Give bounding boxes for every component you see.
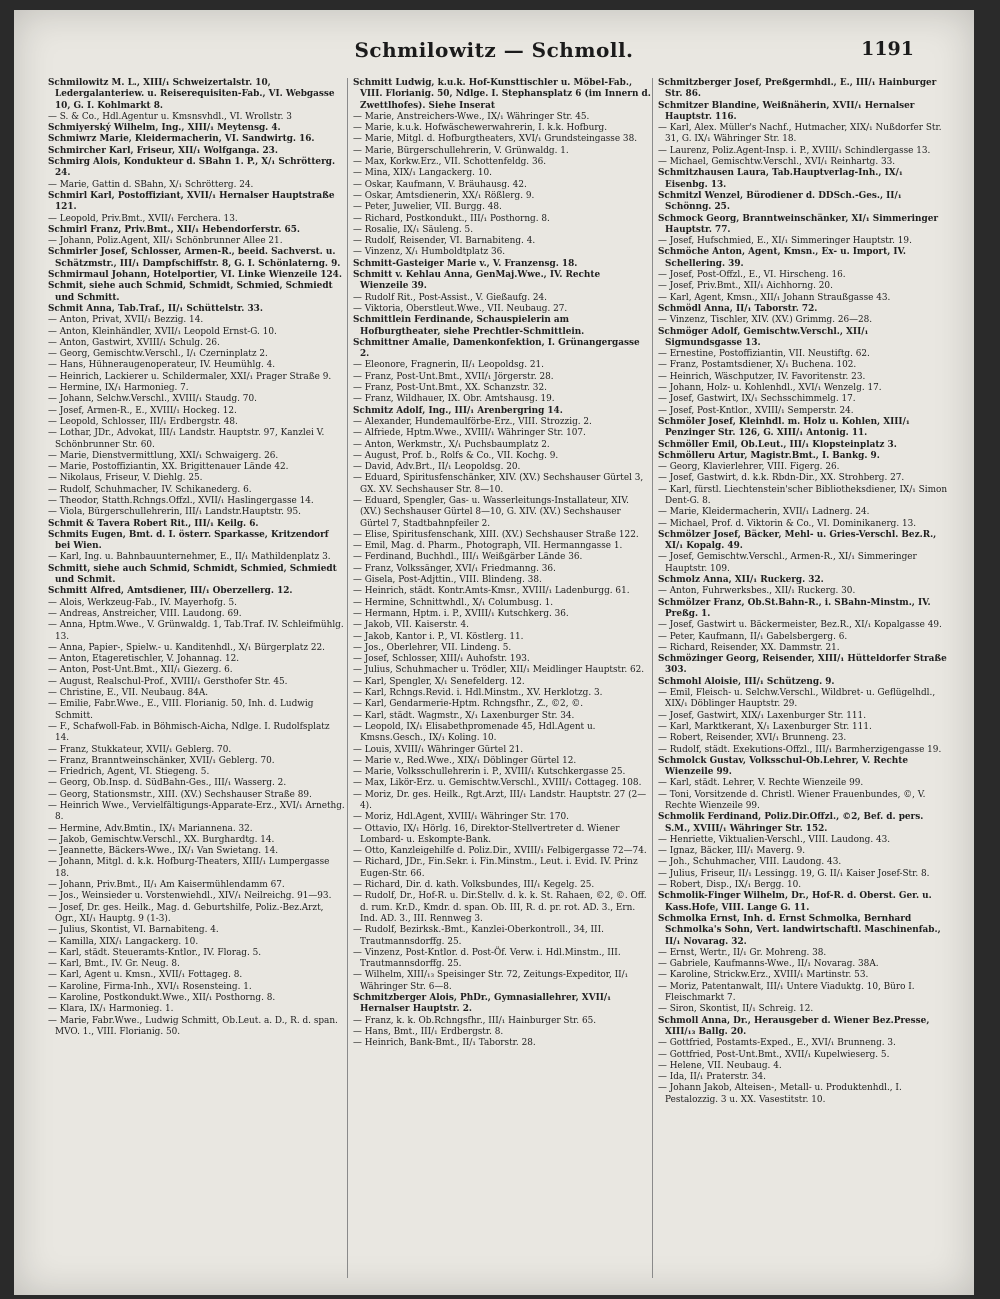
directory-entry: — Max, Likör-Erz. u. Gemischtw.Verschl., XVIII/₁ Cottageg. 108. [353, 778, 642, 789]
page-header [14, 38, 974, 72]
directory-entry: — Jos., Weinsieder u. Vorstenwiehdl., XIV/₁ Neilreichg. 91—93. [48, 891, 332, 902]
directory-entry: — Ernestine, Postoffiziantin, VII. Neustiftg. 62. [658, 349, 870, 360]
directory-entry: — Marie, Fabr.Wwe., Ludwig Schmitt, Ob.Leut. a. D., R. d. span. MVO. 1., VIII. Florianig. 50. [48, 1015, 338, 1037]
directory-entry: — Anna, Papier-, Spielw.- u. Kanditenhdl., X/₁ Bürgerplatz 22. [48, 642, 325, 653]
directory-entry: Schmözinger Georg, Reisender, XIII/₁ Hütteldorfer Straße 303. [658, 654, 947, 676]
directory-entry: — Karl, städt. Steueramts-Kntlor., IV. Florag. 5. [48, 947, 262, 958]
directory-entry: — Moriz, Patentanwalt, III/₁ Untere Viaduktg. 10, Büro I. Fleischmarkt 7. [658, 981, 915, 1004]
directory-entry: — Andreas, Anstreicher, VIII. Laudong. 69. [48, 608, 242, 619]
directory-entry: — Karl, Gendarmerie-Hptm. Rchngsfhr., Z., ©2, ©. [353, 699, 584, 710]
directory-entry: — Vinzenz, Post-Kntlor. d. Post-Öf. Verw. i. Hdl.Minstm., III. Trautmannsdorffg. 25. [353, 947, 621, 970]
directory-entry: — Franz, Branntweinschänker, XVII/₁ Geblerg. 70. [48, 755, 275, 766]
column-divider [652, 78, 653, 1278]
directory-entry: — Leopold, Schlosser, III/₁ Erdbergstr. 48. [48, 416, 238, 427]
directory-entry: Schmolz Anna, XII/₁ Ruckerg. 32. [658, 575, 824, 586]
directory-entry: — Anton, Post-Unt.Bmt., XII/₁ Giezerg. 6. [48, 665, 233, 676]
directory-entry: — Ernst, Wertr., II/₁ Gr. Mohreng. 38. [658, 947, 827, 958]
directory-entry: Schmohl Aloisie, III/₁ Schützeng. 9. [658, 676, 835, 687]
directory-entry: — Ferdinand, Buchhdl., III/₁ Weißgärber Lände 36. [353, 552, 583, 563]
directory-entry: Schmit & Tavera Robert Rit., III/₁ Keilg. 6. [48, 518, 259, 529]
directory-entry: — Gabriele, Kaufmanns-Wwe., II/₁ Novarag. 38A. [658, 959, 879, 970]
directory-entry: — Franz, Postamtsdiener, X/₁ Buchena. 102. [658, 360, 857, 371]
directory-entry: — Peter, Kaufmann, II/₁ Gabelsbergerg. 6. [658, 631, 848, 642]
directory-entry: Schmircher Karl, Friseur, XII/₁ Wolfganga. 23. [48, 145, 278, 156]
directory-entry: — Hermine, Schnittwhdl., X/₁ Columbusg. 1. [353, 597, 554, 608]
directory-entry: Schmitt Alfred, Amtsdiener, III/₁ Oberzellerg. 12. [48, 586, 293, 597]
directory-entry: Schmöger Adolf, Gemischtw.Verschl., XII/₁ Sigmundsgasse 13. [658, 326, 869, 348]
directory-entry: Schmirl Karl, Postoffiziant, XVII/₁ Hernalser Hauptstraße 121. [48, 190, 335, 213]
directory-entry: — Moriz, Hdl.Agent, XVIII/₁ Währinger Str. 170. [353, 812, 569, 823]
directory-entry: — Laurenz, Poliz.Agent-Insp. i. P., XVIII/₁ Schindlergasse 13. [658, 145, 931, 156]
directory-entry: Schmirmaul Johann, Hotelportier, VI. Linke Wienzeile 124. [48, 270, 342, 281]
page-title: Schmilowitz — Schmoll. [354, 38, 634, 62]
directory-entry: — Lothar, JDr., Advokat, III/₁ Landstr. Hauptstr. 97, Kanzlei V. Schönbrunner Str. 60. [48, 428, 325, 450]
directory-entry: — Georg, Stationsmstr., XIII. (XV.) Sechshauser Straße 89. [48, 789, 312, 800]
directory-entry: — Marie, Kleidermacherin, XVII/₁ Ladnerg. 24. [658, 507, 870, 518]
column-1 [48, 78, 346, 1038]
directory-entry: — Oskar, Amtsdienerin, XX/₁ Rößlerg. 9. [353, 190, 535, 201]
column-2 [353, 78, 651, 1050]
directory-entry: — Rudolf, Bezirksk.-Bmt., Kanzlei-Oberkontroll., 34, III. Trautmannsdorffg. 25. [353, 925, 604, 947]
directory-entry: Schmitzer Blandine, Weißnäherin, XVII/₁ Hernalser Hauptstr. 116. [658, 100, 915, 122]
directory-entry: — Mina, XIX/₁ Langackerg. 10. [353, 168, 492, 179]
directory-entry: — Georg, Klavierlehrer, VIII. Figerg. 26. [658, 462, 840, 473]
page-number: 1191 [861, 38, 914, 60]
directory-entry: — Joh., Schuhmacher, VIII. Laudong. 43. [658, 857, 842, 868]
directory-entry: Schmilowitz M. L., XIII/₁ Schweizertalstr. 10, Ledergalanteriew. u. Reiserequisiten-Fab., VI. Webgasse 10, G. I. Kohlmarkt 8. [48, 78, 335, 111]
directory-entry: — Peter, Juwelier, VII. Burgg. 48. [353, 202, 502, 213]
directory-entry: — Karl, Alex. Müller's Nachf., Hutmacher, XIX/₁ Nußdorfer Str. 31, G. IX/₁ Währinger Str. 18. [658, 123, 942, 145]
directory-entry: — Karl, Spengler, X/₁ Senefelderg. 12. [353, 676, 525, 687]
directory-entry: Schmitz Adolf, Ing., III/₁ Arenbergring 14. [353, 405, 563, 416]
directory-entry: — Vinzenz, X/₁ Humboldtplatz 36. [353, 247, 506, 258]
directory-entry: — Wilhelm, XIII/₁₃ Speisinger Str. 72, Zeitungs-Expeditor, II/₁ Währinger Str. 6—8. [353, 970, 629, 992]
directory-entry: Schmölzer Franz, Ob.St.Bahn-R., i. SBahn-Minstm., IV. Preßg. 1. [658, 597, 931, 619]
directory-entry: — Toni, Vorsitzende d. Christl. Wiener Frauenbundes, ©, V. Rechte Wienzeile 99. [658, 789, 926, 811]
directory-entry: — Karl, Ing. u. Bahnbauunternehmer, E., II/₁ Mathildenplatz 3. [48, 552, 331, 563]
directory-entry: — Ignaz, Bäcker, III/₁ Maverg. 9. [658, 846, 806, 857]
directory-entry: — Julius, Friseur, II/₁ Lessingg. 19, G. II/₁ Kaiser Josef-Str. 8. [658, 868, 930, 879]
directory-entry: — Friedrich, Agent, VI. Stiegeng. 5. [48, 767, 210, 778]
directory-entry: Schmitzberger Josef, Preßgermhdl., E., III/₁ Hainburger Str. 86. [658, 78, 937, 100]
directory-entry: — Ottavio, IX/₁ Hörlg. 16, Direktor-Stellvertreter d. Wiener Lombard- u. Eskompte-Bank. [353, 823, 620, 845]
directory-entry: — Vinzenz, Tischler, XIV. (XV.) Grimmg. 26—28. [658, 315, 873, 326]
directory-entry: — Franz, Wildhauer, IX. Obr. Amtshausg. 19. [353, 394, 555, 405]
directory-entry: — Richard, Reisender, XX. Dammstr. 21. [658, 642, 840, 653]
directory-entry: — Marie, Anstreichers-Wwe., IX/₁ Währinger Str. 45. [353, 111, 590, 122]
directory-entry: — Heinrich, Wäschputzer, IV. Favoritenstr. 23. [658, 371, 866, 382]
directory-entry: — Eduard, Spengler, Gas- u. Wasserleitungs-Installateur, XIV. (XV.) Sechshauser Gürtel 8—10, G. XIV. (XV.) Sechshauser Gürtel 7, Stadtbahnpfeiler 2. [353, 495, 629, 529]
directory-entry: Schmirler Josef, Schlosser, Armen-R., beeid. Sachverst. u. Schätzmstr., III/₁ Dampfschiffstr. 8, G. I. Schönlaterng. 9. [48, 247, 341, 269]
directory-entry: Schmoll Anna, Dr., Herausgeber d. Wiener Bez.Presse, XIII/₁₃ Ballg. 20. [658, 1015, 930, 1037]
directory-entry: — Richard, JDr., Fin.Sekr. i. Fin.Minstm., Leut. i. Evid. IV. Prinz Eugen-Str. 66. [353, 857, 638, 879]
directory-entry: — Anton, Privat, XVII/₁ Bezzig. 14. [48, 315, 204, 326]
directory-entry: — Louis, XVIII/₁ Währinger Gürtel 21. [353, 744, 524, 755]
directory-entry: — Heinrich, Bank-Bmt., II/₁ Taborstr. 28. [353, 1038, 536, 1049]
directory-entry: — Karl, städt. Lehrer, V. Rechte Wienzeile 99. [658, 778, 864, 789]
directory-entry: — Robert, Reisender, XVI/₁ Brunneng. 23. [658, 733, 847, 744]
directory-entry: — S. & Co., Hdl.Agentur u. Kmsnsvhdl., VI. Wrollstr. 3 [48, 111, 292, 122]
directory-entry: — Hermann, Hptm. i. P., XVIII/₁ Kutschkerg. 36. [353, 608, 569, 619]
directory-entry: Schmits Eugen, Bmt. d. I. österr. Sparkasse, Kritzendorf bei Wien. [48, 529, 329, 552]
directory-entry: — Karl, Rchngs.Revid. i. Hdl.Minstm., XV. Herklotzg. 3. [353, 688, 603, 699]
directory-entry: — Rudolf, städt. Exekutions-Offzl., III/₁ Barmherzigengasse 19. [658, 744, 942, 755]
directory-entry: — Marie v., Red.Wwe., XIX/₁ Döblinger Gürtel 12. [353, 755, 577, 766]
directory-entry: — Eleonore, Fragnerin, II/₁ Leopoldsg. 21. [353, 360, 544, 371]
directory-entry: — Karl, Agent, Kmsn., XII/₁ Johann Straußgasse 43. [658, 292, 891, 303]
directory-entry: — Johann, Poliz.Agent, XII/₁ Schönbrunner Allee 21. [48, 236, 283, 247]
directory-entry: Schmirl Franz, Priv.Bmt., XII/₁ Hebendorferstr. 65. [48, 224, 301, 235]
directory-entry: — Henriette, Viktualien-Verschl., VIII. Laudong. 43. [658, 834, 891, 845]
directory-entry: — Josef, Gastwirt, IX/₁ Sechsschimmelg. 17. [658, 394, 856, 405]
directory-entry: — Karoline, Strickw.Erz., XVIII/₁ Martinstr. 53. [658, 970, 869, 981]
directory-entry: — Robert, Disp., IX/₁ Bergg. 10. [658, 880, 802, 891]
directory-entry: Schmit, siehe auch Schmid, Schmidt, Schmied, Schmiedt und Schmitt. [48, 281, 333, 303]
directory-entry: — Johann Jakob, Alteisen-, Metall- u. Produktenhdl., I. Pestalozzig. 3 u. XX. Vasestitstr. 10. [658, 1083, 902, 1105]
directory-entry: — Hermine, IX/₁ Harmonieg. 7. [48, 383, 189, 394]
directory-entry: — Johann, Selchw.Verschl., XVIII/₁ Staudg. 70. [48, 394, 257, 405]
directory-entry: — Nikolaus, Friseur, V. Diehlg. 25. [48, 473, 203, 484]
directory-entry: — Viktoria, Oberstleut.Wwe., VII. Neubaug. 27. [353, 303, 568, 314]
directory-entry: — Emil, Mag. d. Pharm., Photograph, VII. Hermanngasse 1. [353, 541, 623, 552]
directory-entry: — Eduard, Spiritusfenschänker, XIV. (XV.) Sechshauser Gürtel 3, GX. XV. Sechshauser Str. 8—10. [353, 473, 644, 495]
directory-entry: — Siron, Skontist, II/₁ Schreig. 12. [658, 1004, 814, 1015]
directory-entry: — Franz, k. k. Ob.Rchngsfhr., III/₁ Hainburger Str. 65. [353, 1015, 597, 1026]
directory-entry: — Marie, Postoffiziantin, XX. Brigittenauer Lände 42. [48, 462, 289, 473]
directory-entry: — Leopold, IX/₁ Elisabethpromenade 45, Hdl.Agent u. Kmsns.Gesch., IX/₁ Koling. 10. [353, 721, 596, 744]
directory-entry: — Max, Korkw.Erz., VII. Schottenfeldg. 36. [353, 157, 547, 168]
directory-entry: — Josef, Hufschmied, E., XI/₁ Simmeringer Hauptstr. 19. [658, 236, 912, 247]
directory-entry: Schmolck Gustav, Volksschul-Ob.Lehrer, V. Rechte Wienzeile 99. [658, 755, 908, 778]
directory-entry: Schmolka Ernst, Inh. d. Ernst Schmolka, Bernhard Schmolka's Sohn, Vert. landwirtschaftl. Maschinenfab., II/₁ Novarag. 32. [658, 913, 941, 947]
directory-entry: — Jos., Oberlehrer, VII. Lindeng. 5. [353, 642, 512, 653]
directory-entry: — Karoline, Firma-Inh., XVI/₁ Rosensteing. 1. [48, 981, 252, 992]
directory-entry: — F., Schafwoll-Fab. in Böhmisch-Aicha, Ndlge. I. Rudolfsplatz 14. [48, 721, 330, 744]
directory-entry: — Viola, Bürgerschullehrerin, III/₁ Landstr.Hauptstr. 95. [48, 507, 301, 518]
directory-entry: — Ida, II/₁ Praterstr. 34. [658, 1072, 766, 1083]
directory-entry: — Jeannette, Bäckers-Wwe., IX/₁ Van Swietang. 14. [48, 846, 279, 857]
directory-entry: — Jakob, Kantor i. P., VI. Köstlerg. 11. [353, 631, 524, 642]
directory-entry: — Johann, Holz- u. Kohlenhdl., XVI/₁ Wenzelg. 17. [658, 383, 882, 394]
directory-entry: Schmitt-Gasteiger Marie v., V. Franzensg. 18. [353, 258, 578, 269]
directory-entry: — Klara, IX/₁ Harmonieg. 1. [48, 1004, 174, 1015]
directory-entry: — Alfriede, Hptm.Wwe., XVIII/₁ Währinger Str. 107. [353, 428, 586, 439]
directory-entry: — Gisela, Post-Adjttin., VIII. Blindeng. 38. [353, 575, 542, 586]
directory-entry: — Julius, Schuhmacher u. Trödler, XII/₁ Meidlinger Hauptstr. 62. [353, 665, 645, 676]
directory-entry: — Marie, Dienstvermittlung, XXI/₁ Schwaigerg. 26. [48, 450, 279, 461]
directory-entry: — Anton, Kleinhändler, XVII/₁ Leopold Ernst-G. 10. [48, 326, 277, 337]
directory-entry: — Marie, Volksschullehrerin i. P., XVIII/₁ Kutschkergasse 25. [353, 767, 626, 778]
directory-entry: — Christine, E., VII. Neubaug. 84A. [48, 688, 209, 699]
directory-entry: — Anton, Fuhrwerksbes., XII/₁ Ruckerg. 30. [658, 586, 856, 597]
directory-entry: — Alexander, Hundemaulförbe-Erz., VIII. Strozzig. 2. [353, 416, 592, 427]
directory-entry: Schmöche Anton, Agent, Kmsn., Ex- u. Import, IV. Schellering. 39. [658, 247, 906, 269]
directory-entry: Schmirg Alois, Kondukteur d. SBahn 1. P., X/₁ Schrötterg. 24. [48, 157, 336, 179]
directory-entry: Schmolik-Finger Wilhelm, Dr., Hof-R. d. Oberst. Ger. u. Kass.Hofe, VIII. Lange G. 11. [658, 891, 932, 913]
directory-entry: Schmöller Emil, Ob.Leut., III/₁ Klopsteinplatz 3. [658, 439, 897, 450]
directory-entry: — Richard, Dir. d. kath. Volksbundes, III/₁ Kegelg. 25. [353, 880, 595, 891]
directory-entry: — Anna, Hptm.Wwe., V. Grünwaldg. 1, Tab.Traf. IV. Schleifmühlg. 13. [48, 620, 344, 642]
directory-entry: Schmolik Ferdinand, Poliz.Dir.Offzl., ©2, Bef. d. pers. S.M., XVIII/₁ Währinger Str. 152. [658, 812, 924, 834]
directory-entry: Schmittlein Ferdinande, Schauspielerin am Hofburgtheater, siehe Prechtler-Schmittlein. [353, 315, 585, 337]
directory-entry: — Josef, Dr. ges. Heilk., Mag. d. Geburtshilfe, Poliz.-Bez.Arzt, Ogr., XI/₁ Hauptg. 9 (1-3). [48, 902, 324, 924]
directory-entry: — Jakob, Gemischtw.Verschl., XX. Burghardtg. 14. [48, 834, 275, 845]
directory-entry: — Gottfried, Postamts-Exped., E., XVI/₁ Brunneng. 3. [658, 1038, 896, 1049]
directory-entry: — August, Realschul-Prof., XVIII/₁ Gersthofer Str. 45. [48, 676, 288, 687]
directory-entry: — Karl, fürstl. Liechtenstein'scher Bibliotheksdiener, IX/₁ Simon Dent-G. 8. [658, 484, 948, 506]
directory-entry: — August, Prof. b., Rolfs & Co., VII. Kochg. 9. [353, 450, 559, 461]
directory-entry: Schmöler Josef, Kleinhdl. m. Holz u. Kohlen, XIII/₁ Penzinger Str. 126, G. XIII/₁ Antonig. 11. [658, 416, 910, 439]
directory-entry: — Anton, Werkmstr., X/₁ Puchsbaumplatz 2. [353, 439, 550, 450]
directory-entry: — Jakob, VII. Kaiserstr. 4. [353, 620, 469, 631]
directory-entry: — Rudolf, Dr., Hof-R. u. Dir.Stellv. d. k. k. St. Rahaen, ©2, ©. Off. d. rum. Kr.D., Kmdr. d. span. Ob. III, R. d. pr. rot. AD. 3., Ern. Ind. AD. 3., III. Rennweg 3. [353, 891, 647, 924]
directory-entry: — Karoline, Postkondukt.Wwe., XII/₁ Posthorng. 8. [48, 993, 276, 1004]
directory-entry: — Franz, Post-Unt.Bmt., XX. Schanzstr. 32. [353, 383, 547, 394]
directory-entry: — Josef, Gastwirt u. Bäckermeister, Bez.R., XI/₁ Kopalgasse 49. [658, 620, 942, 631]
directory-entry: — Franz, Stukkateur, XVII/₁ Geblerg. 70. [48, 744, 232, 755]
directory-entry: Schmitzberger Alois, PhDr., Gymnasiallehrer, XVII/₁ Hernalser Hauptstr. 2. [353, 993, 612, 1015]
directory-entry: Schmitzhausen Laura, Tab.Hauptverlag-Inh., IX/₁ Eisenbg. 13. [658, 168, 903, 190]
directory-entry: — Marie, Mitgl. d. Hofburgtheaters, XVI/₁ Grundsteingasse 38. [353, 134, 638, 145]
directory-entry: — Josef, Gastwirt, XIX/₁ Laxenburger Str. 111. [658, 710, 867, 721]
directory-entry: — Josef, Priv.Bmt., XII/₁ Aichhorng. 20. [658, 281, 833, 292]
directory-entry: — Rudolf, Reisender, VI. Barnabiteng. 4. [353, 236, 536, 247]
directory-entry: — Heinrich, städt. Kontr.Amts-Kmsr., XVIII/₁ Ladenburgg. 61. [353, 586, 630, 597]
directory-entry: — Heinrich Wwe., Vervielfältigungs-Apparate-Erz., XVI/₁ Arnethg. 8. [48, 801, 345, 823]
directory-entry: Schmiyerský Wilhelm, Ing., XIII/₁ Meytensg. 4. [48, 123, 281, 134]
directory-entry: — Emil, Fleisch- u. Selchw.Verschl., Wildbret- u. Geflügelhdl., XIX/₁ Döblinger Hauptstr. 29. [658, 688, 936, 710]
directory-entry: — Helene, VII. Neubaug. 4. [658, 1060, 782, 1071]
directory-entry: Schmödl Anna, II/₁ Taborstr. 72. [658, 303, 818, 314]
directory-entry: Schmitt v. Kehlau Anna, GenMaj.Wwe., IV. Rechte Wienzeile 39. [353, 270, 601, 292]
directory-entry: Schmölleru Artur, Magistr.Bmt., I. Bankg. 9. [658, 450, 880, 461]
directory-entry: — Oskar, Kaufmann, V. Bräuhausg. 42. [353, 179, 527, 190]
directory-entry: — Georg, Gemischtw.Verschl., I/₁ Czerninplatz 2. [48, 349, 268, 360]
directory-entry: — Richard, Postkondukt., III/₁ Posthorng. 8. [353, 213, 550, 224]
directory-entry: — Otto, Kanzleigehilfe d. Poliz.Dir., XVIII/₁ Felbigergasse 72—74. [353, 846, 647, 857]
directory-entry: — Theodor, Statth.Rchngs.Offzl., XVII/₁ Haslingergasse 14. [48, 495, 314, 506]
directory-entry: — Franz, Post-Unt.Bmt., XVII/₁ Jörgerstr. 28. [353, 371, 554, 382]
directory-entry: — Alois, Werkzeug-Fab., IV. Mayerhofg. 5. [48, 597, 237, 608]
directory-entry: — Karl, städt. Wagmstr., X/₁ Laxenburger Str. 34. [353, 710, 575, 721]
directory-entry: Schmölzer Josef, Bäcker, Mehl- u. Gries-Verschl. Bez.R., XI/₁ Kopalg. 49. [658, 529, 937, 552]
directory-entry: — Kamilla, XIX/₁ Langackerg. 10. [48, 936, 199, 947]
directory-entry: — Heinrich, Lackierer u. Schildermaler, XXI/₁ Prager Straße 9. [48, 371, 332, 382]
directory-entry: — Rudolf Rit., Post-Assist., V. Gießaufg. 24. [353, 292, 547, 303]
directory-entry: — Marie, Bürgerschullehrerin, V. Grünwaldg. 1. [353, 145, 569, 156]
directory-entry: — Michael, Prof. d. Viktorin & Co., VI. Dominikanerg. 13. [658, 518, 917, 529]
directory-entry: — Karl, Agent u. Kmsn., XVII/₁ Fottageg. 8. [48, 970, 243, 981]
directory-entry: — Josef, Gemischtw.Verschl., Armen-R., XI/₁ Simmeringer Hauptstr. 109. [658, 552, 917, 574]
directory-entry: — Leopold, Priv.Bmt., XVII/₁ Ferchera. 13. [48, 213, 238, 224]
directory-entry: — Karl, Bmt., IV. Gr. Neug. 8. [48, 959, 180, 970]
directory-entry: Schmitzl Wenzel, Bürodiener d. DDSch.-Ges., II/₁ Schönng. 25. [658, 190, 902, 213]
directory-entry: Schmitt Ludwig, k.u.k. Hof-Kunsttischler u. Möbel-Fab., VIII. Florianig. 50, Ndlge. I. Stephansplatz 6 (im Innern d. Zwettlhofes). Siehe Inserat [353, 78, 651, 111]
directory-entry: Schmiwrz Marie, Kleidermacherin, VI. Sandwirtg. 16. [48, 134, 315, 145]
directory-entry: — Rudolf, Schuhmacher, IV. Schikanederg. 6. [48, 484, 252, 495]
column-divider [347, 78, 348, 1278]
directory-entry: — Anton, Gastwirt, XVIII/₁ Schulg. 26. [48, 337, 220, 348]
directory-entry: Schmitt, siehe auch Schmid, Schmidt, Schmied, Schmiedt und Schmit. [48, 563, 337, 586]
directory-entry: — Michael, Gemischtw.Verschl., XVI/₁ Reinhartg. 33. [658, 157, 896, 168]
directory-entry: — Emilie, Fabr.Wwe., E., VIII. Florianig. 50, Inh. d. Ludwig Schmitt. [48, 699, 314, 721]
directory-entry: — Johann, Priv.Bmt., II/₁ Am Kaisermühlendamm 67. [48, 880, 285, 891]
directory-entry: — Josef, Gastwirt, d. k.k. Rbdn-Dir., XX. Strohberg. 27. [658, 473, 905, 484]
column-3 [658, 78, 948, 1106]
directory-entry: — Marie, Gattin d. SBahn, X/₁ Schrötterg. 24. [48, 179, 254, 190]
directory-page [14, 10, 974, 1295]
directory-entry: — Josef, Post-Kntlor., XVIII/₁ Semperstr. 24. [658, 405, 854, 416]
directory-entry: — Josef, Armen-R., E., XVIII/₁ Hockeg. 12. [48, 405, 237, 416]
directory-entry: — Hans, Bmt., III/₁ Erdbergstr. 8. [353, 1026, 504, 1037]
directory-entry: — David, Adv.Brt., II/₁ Leopoldsg. 20. [353, 462, 521, 473]
directory-entry: — Franz, Volkssänger, XVI/₁ Friedmanng. 36. [353, 563, 556, 574]
directory-entry: — Marie, k.u.k. Hofwäschewerwahrerin, I. k.k. Hofburg. [353, 123, 608, 134]
directory-entry: — Johann, Mitgl. d. k.k. Hofburg-Theaters, XIII/₁ Lumpergasse 18. [48, 857, 330, 879]
directory-entry: — Hermine, Adv.Bmtin., IX/₁ Mariannena. 32. [48, 823, 253, 834]
directory-entry: — Gottfried, Post-Unt.Bmt., XVII/₁ Kupelwieserg. 5. [658, 1049, 890, 1060]
directory-entry: Schmittner Amalie, Damenkonfektion, I. Grünangergasse 2. [353, 337, 640, 360]
directory-entry: — Josef, Post-Offzl., E., VI. Hirscheng. 16. [658, 270, 846, 281]
directory-entry: Schmock Georg, Branntweinschänker, XI/₁ Simmeringer Hauptstr. 77. [658, 213, 939, 235]
directory-entry: — Karl, Marktkerant, X/₁ Laxenburger Str. 111. [658, 721, 872, 732]
directory-entry: — Hans, Hühneraugenoperateur, IV. Heumühlg. 4. [48, 360, 276, 371]
directory-entry: Schmit Anna, Tab.Traf., II/₁ Schüttelstr. 33. [48, 303, 263, 314]
directory-entry: — Moriz, Dr. ges. Heilk., Rgt.Arzt, III/₁ Landstr. Hauptstr. 27 (2—4). [353, 789, 647, 811]
directory-entry: — Georg, Ob.Insp. d. SüdBahn-Ges., III/₁ Wasserg. 2. [48, 778, 287, 789]
directory-entry: — Rosalie, IX/₁ Säuleng. 5. [353, 224, 474, 235]
directory-entry: — Anton, Etageretischler, V. Johannag. 12. [48, 654, 240, 665]
directory-entry: — Elise, Spiritusfenschank, XIII. (XV.) Sechshauser Straße 122. [353, 529, 639, 540]
directory-entry: — Josef, Schlosser, XIII/₁ Auhofstr. 193. [353, 654, 530, 665]
directory-entry: — Julius, Skontist, VI. Barnabiteng. 4. [48, 925, 219, 936]
